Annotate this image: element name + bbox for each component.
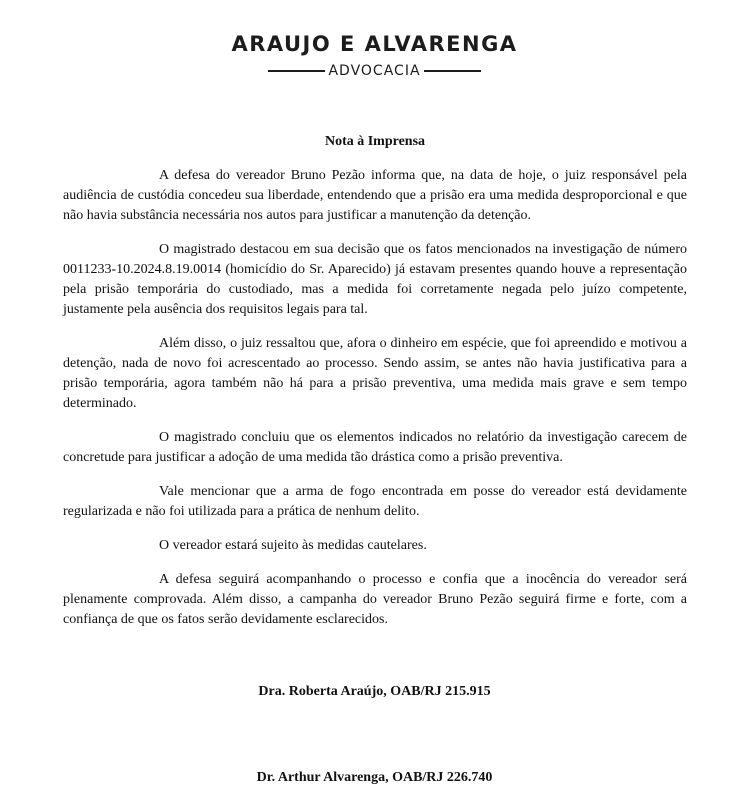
firm-type: ADVOCACIA	[328, 63, 421, 79]
firm-name: ARAUJO E ALVARENGA	[231, 32, 518, 56]
paragraph: Vale mencionar que a arma de fogo encontrada em posse do vereador está devidamente regularizada e não foi utilizada para a prática de nenhum delito.	[63, 484, 687, 519]
letterhead	[0, 30, 749, 80]
right-divider	[424, 70, 481, 72]
firm-subtitle	[0, 62, 749, 80]
paragraph: Além disso, o juiz ressaltou que, afora o dinheiro em espécie, que foi apreendido e motivou a detenção, nada de novo foi acrescentado ao processo. Sendo assim, se antes não havia justificativa para a prisão temporária, agora também não há para a prisão preventiva, uma medida mais grave e sem tempo determinado.	[63, 336, 687, 411]
paragraph: O magistrado concluiu que os elementos indicados no relatório da investigação carecem de concretude para justificar a adoção de uma medida tão drástica como a prisão preventiva.	[63, 430, 687, 465]
left-divider	[268, 70, 325, 72]
signature-arthur-alvarenga: Dr. Arthur Alvarenga, OAB/RJ 226.740	[256, 770, 493, 785]
paragraph: A defesa do vereador Bruno Pezão informa que, na data de hoje, o juiz responsável pela audiência de custódia concedeu sua liberdade, entendendo que a prisão era uma medida desproporcional e que não havia substância necessária nos autos para justificar a manutenção da detenção.	[63, 168, 687, 223]
paragraph: A defesa seguirá acompanhando o processo e confia que a inocência do vereador será plenamente comprovada. Além disso, a campanha do vereador Bruno Pezão seguirá firme e forte, com a confiança de que os fatos serão devidamente esclarecidos.	[63, 572, 687, 627]
signature-roberta-araujo: Dra. Roberta Araújo, OAB/RJ 215.915	[258, 684, 491, 699]
paragraph: O magistrado destacou em sua decisão que os fatos mencionados na investigação de número 0011233-10.2024.8.19.0014 (homicídio do Sr. Aparecido) já estavam presentes quando houve a representação pela prisão temporária do custodiado, mas a medida foi corretamente negada pelo juízo competente, justamente pela ausência dos requisitos legais para tal.	[63, 242, 687, 317]
document-title: Nota à Imprensa	[324, 134, 426, 149]
document-body	[63, 132, 687, 644]
paragraph: O vereador estará sujeito às medidas cautelares.	[159, 538, 427, 553]
